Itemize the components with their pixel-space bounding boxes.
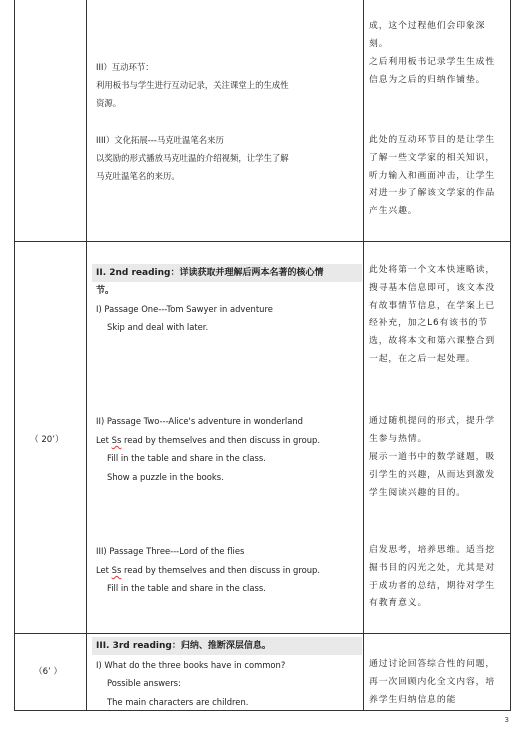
interaction-step-title: III）互动环节：	[96, 62, 154, 72]
passage-two-text: Fill in the table and share in the class.	[107, 453, 266, 463]
time-allocation: （ 20’）	[30, 435, 64, 445]
rationale-text: 此处的互动环节目的是让学生了解一些文学家的相关知识，听力输入和画面冲击，让学生对进一步了解该文学家的作品产生兴趣。	[369, 135, 496, 217]
passage-one-text: Skip and deal with later.	[107, 322, 209, 332]
text-segment: read by themselves and then discuss in group.	[121, 565, 321, 575]
table-border-left	[14, 0, 15, 711]
interaction-step-text: 利用板书与学生进行互动记录，关注课堂上的生成性	[96, 80, 289, 90]
rationale-text: 通过随机提问的形式，提升学生参与热情。	[369, 416, 496, 444]
table-border-bottom	[14, 710, 511, 711]
passage-three-text	[96, 564, 320, 576]
rationale-text: 展示一道书中的数学谜题，吸引学生的兴趣，从而达到激发学生阅读兴趣的目的。	[369, 452, 496, 498]
spelling-underline: Ss	[111, 435, 122, 445]
culture-extension-text: 马克吐温笔名的来历。	[96, 171, 180, 181]
passage-two-title: II) Passage Two---Alice's adventure in wonderland	[96, 416, 303, 426]
page-number: 3	[504, 716, 509, 724]
culture-extension-title: IIII）文化拓展---马克吐温笔名来历	[96, 135, 224, 145]
interaction-step-text: 资源。	[96, 98, 122, 108]
question-text: The main characters are children.	[107, 697, 249, 707]
table-divider-time	[86, 0, 87, 711]
passage-one-title: I) Passage One---Tom Sawyer in adventure	[96, 304, 273, 314]
text-segment: Let	[96, 565, 112, 575]
third-reading-heading: III. 3rd reading：归纳、推断深层信息。	[96, 641, 271, 651]
question-title: I) What do the three books have in common?	[96, 660, 286, 670]
rationale-text: 成，这个过程他们会印象深刻。	[369, 21, 486, 49]
rationale-text: 通过讨论回答综合性的问题，再一次回顾内化全文内容，培养学生归纳信息的能	[369, 659, 496, 705]
passage-two-text: Show a puzzle in the books.	[107, 472, 224, 482]
rationale-text: 此处将第一个文本快速略读，搜寻基本信息即可，该文本没有故事情节信息，在学案上已经补充，加之L6有该书的节选，故将本文和第六课整合到一起，在之后一起处理。	[369, 265, 496, 364]
rationale-text: 启发思考，培养思维。适当挖掘书目的闪光之处，尤其是对于成功者的总结，期待对学生有教育意义。	[369, 545, 496, 609]
passage-three-text: Fill in the table and share in the class.	[107, 583, 266, 593]
second-reading-heading: 节。	[96, 286, 115, 296]
table-divider-notes	[363, 0, 364, 711]
table-border-right	[510, 0, 511, 711]
table-row-divider	[14, 241, 511, 242]
text-segment: Let	[96, 435, 112, 445]
passage-two-text	[96, 434, 320, 446]
text-segment: read by themselves and then discuss in group.	[121, 435, 321, 445]
time-allocation: （6’ ）	[34, 667, 63, 677]
table-row-divider	[14, 633, 511, 634]
culture-extension-text: 以奖励的形式播放马克吐温的介绍视频，让学生了解	[96, 153, 289, 163]
rationale-text: 之后利用板书记录学生生成性信息为之后的归纳作铺垫。	[369, 57, 496, 85]
question-text: Possible answers:	[107, 678, 181, 688]
passage-three-title: III) Passage Three---Lord of the flies	[96, 546, 245, 556]
spelling-underline: Ss	[111, 565, 122, 575]
second-reading-heading: II. 2nd reading：详读获取并理解后两本名著的核心情	[96, 268, 324, 278]
